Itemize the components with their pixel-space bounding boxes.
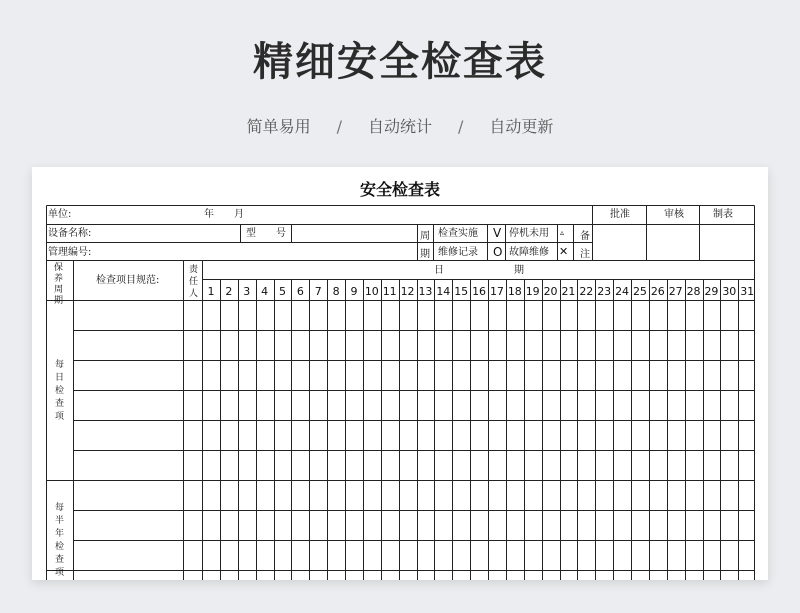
day-number: 17	[489, 285, 504, 298]
date-header-right: 期	[514, 265, 524, 276]
device-name-label: 设备名称:	[48, 228, 92, 239]
legend-text-repair: 维修记录	[438, 247, 478, 258]
feature-tag-easy: 简单易用	[246, 117, 311, 136]
review-label: 审核	[664, 209, 684, 220]
day-number: 10	[364, 285, 379, 298]
inspection-sheet	[32, 167, 768, 580]
model-label: 型 号	[246, 228, 286, 239]
day-number: 11	[382, 285, 397, 298]
legend-text-fault: 故障维修	[509, 247, 549, 258]
legend-text-idle: 停机未用	[509, 228, 549, 239]
feature-tag-auto-update: 自动更新	[489, 117, 554, 136]
day-number: 2	[225, 285, 233, 298]
day-number: 1	[207, 285, 215, 298]
section-halfyear-label: 每半年检查项	[54, 503, 64, 578]
legend-symbol-idle: ▵	[560, 228, 565, 237]
day-number: 23	[597, 285, 612, 298]
day-number: 15	[454, 285, 469, 298]
day-number: 31	[740, 285, 755, 298]
day-number: 13	[418, 285, 433, 298]
approve-label: 批准	[610, 209, 630, 220]
day-number: 29	[704, 285, 719, 298]
legend-text-check: 检查实施	[438, 228, 478, 239]
day-number: 3	[243, 285, 251, 298]
day-number: 24	[615, 285, 630, 298]
day-number: 7	[314, 285, 322, 298]
unit-label: 单位:	[48, 209, 72, 220]
period-label: 周期	[420, 231, 430, 260]
legend-symbol-check: V	[493, 226, 502, 240]
day-number: 21	[561, 285, 576, 298]
sheet-grid	[32, 167, 768, 580]
day-number: 4	[261, 285, 269, 298]
month-label: 月	[234, 209, 244, 220]
day-number: 6	[296, 285, 304, 298]
day-number: 28	[686, 285, 701, 298]
day-number: 20	[543, 285, 558, 298]
day-number: 18	[507, 285, 522, 298]
remarks-label: 备注	[580, 231, 590, 260]
day-number: 30	[722, 285, 737, 298]
day-number: 22	[579, 285, 594, 298]
responsible-label: 责任人	[188, 265, 198, 299]
sheet-title: 安全检查表	[359, 180, 440, 199]
day-number: 25	[632, 285, 647, 298]
feature-tag-auto-stats: 自动统计	[367, 117, 432, 136]
day-number: 12	[400, 285, 415, 298]
tag-separator: /	[458, 117, 464, 136]
year-label: 年	[204, 209, 214, 220]
tag-separator: /	[336, 117, 342, 136]
manage-no-label: 管理编号:	[48, 247, 92, 258]
day-number: 19	[525, 285, 540, 298]
day-number: 16	[472, 285, 487, 298]
day-number: 8	[332, 285, 340, 298]
section-daily-label: 每日检查项	[54, 360, 64, 422]
legend-symbol-fault: ✕	[559, 245, 569, 258]
date-header-left: 日	[434, 265, 444, 276]
page-title: 精细安全检查表	[253, 39, 547, 85]
day-number: 5	[278, 285, 286, 298]
feature-tags	[0, 114, 800, 137]
day-number: 14	[436, 285, 451, 298]
day-number: 27	[668, 285, 683, 298]
maintenance-period-label: 保养周期	[53, 263, 63, 306]
item-spec-label: 检查项目规范:	[96, 275, 160, 286]
day-number: 9	[350, 285, 358, 298]
legend-symbol-repair: O	[493, 245, 503, 259]
day-number: 26	[650, 285, 665, 298]
prepare-label: 制表	[713, 209, 733, 220]
